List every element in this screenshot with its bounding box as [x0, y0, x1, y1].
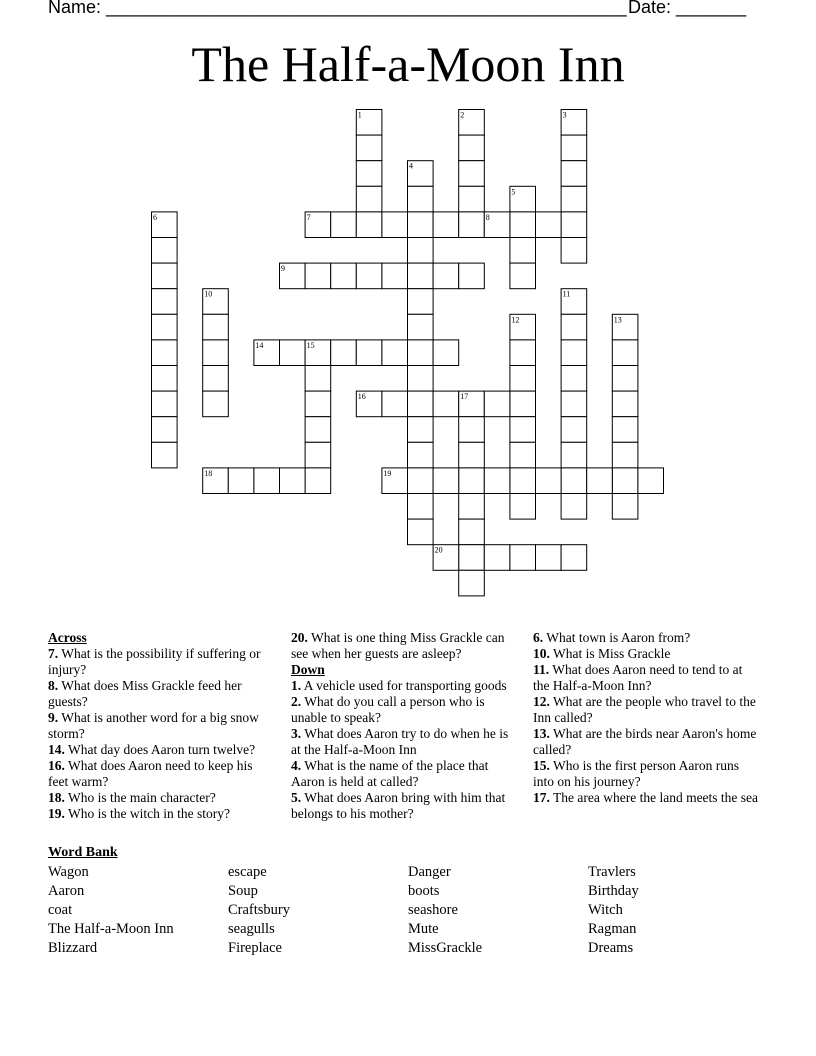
- grid-cell[interactable]: [305, 442, 331, 468]
- grid-cell[interactable]: [331, 340, 357, 366]
- grid-cell[interactable]: [433, 391, 459, 417]
- across-clue-7: 7. What is the possibility if suffering or injury?: [48, 646, 261, 677]
- grid-cell[interactable]: [408, 186, 434, 212]
- grid-cell[interactable]: [459, 417, 485, 443]
- across-clue-8: 8. What does Miss Grackle feed her guests?: [48, 678, 242, 709]
- grid-cell[interactable]: [382, 212, 408, 238]
- grid-cell[interactable]: [305, 391, 331, 417]
- clue-column-2: [291, 630, 513, 822]
- grid-cell[interactable]: [510, 442, 536, 468]
- word-bank-item: Wagon: [48, 864, 89, 880]
- grid-cell[interactable]: [459, 468, 485, 494]
- word-bank-column-3: [408, 863, 482, 958]
- grid-cell[interactable]: [305, 263, 331, 289]
- grid-cell[interactable]: [408, 519, 434, 545]
- grid-clue-number: 14: [255, 340, 264, 350]
- grid-cell[interactable]: [356, 135, 382, 161]
- grid-cell[interactable]: [152, 417, 178, 443]
- grid-cell[interactable]: [459, 545, 485, 571]
- grid-cell[interactable]: [561, 442, 587, 468]
- grid-cell[interactable]: [433, 468, 459, 494]
- grid-cell[interactable]: [280, 468, 306, 494]
- grid-clue-number: 12: [511, 315, 520, 325]
- word-bank-column-4: [588, 863, 639, 958]
- grid-cell[interactable]: [536, 468, 562, 494]
- grid-cell[interactable]: [510, 340, 536, 366]
- word-bank-item: coat: [48, 902, 73, 918]
- grid-cell[interactable]: [408, 340, 434, 366]
- grid-cell[interactable]: [561, 417, 587, 443]
- grid-cell[interactable]: [408, 391, 434, 417]
- grid-cell[interactable]: [356, 161, 382, 187]
- grid-cell[interactable]: [433, 212, 459, 238]
- grid-cell[interactable]: [459, 494, 485, 520]
- grid-cell[interactable]: [561, 340, 587, 366]
- grid-cell[interactable]: [382, 340, 408, 366]
- down-clue-15: 15. Who is the first person Aaron runs into on his journey?: [533, 758, 739, 789]
- grid-clue-number: 2: [460, 110, 465, 120]
- grid-cell[interactable]: [459, 570, 485, 596]
- grid-cell[interactable]: [459, 442, 485, 468]
- grid-cell[interactable]: [459, 519, 485, 545]
- grid-cell[interactable]: [152, 391, 178, 417]
- grid-cell[interactable]: [152, 442, 178, 468]
- word-bank-item: seashore: [408, 902, 458, 918]
- word-bank-item: Aaron: [48, 883, 85, 899]
- grid-clue-number: 13: [613, 315, 622, 325]
- grid-cell[interactable]: [305, 366, 331, 392]
- grid-cell[interactable]: [408, 212, 434, 238]
- grid-cell[interactable]: [408, 366, 434, 392]
- grid-cell[interactable]: [203, 314, 229, 340]
- grid-clue-number: 11: [562, 289, 571, 299]
- word-bank-item: seagulls: [228, 921, 275, 937]
- grid-cell[interactable]: [408, 263, 434, 289]
- across-heading: Across: [48, 630, 87, 645]
- grid-cell[interactable]: [561, 494, 587, 520]
- word-bank-item: Witch: [588, 902, 623, 918]
- word-bank-title: Word Bank: [48, 845, 118, 860]
- grid-clue-number: 19: [383, 468, 392, 478]
- grid-cell[interactable]: [433, 340, 459, 366]
- grid-cell[interactable]: [408, 289, 434, 315]
- down-clue-3: 3. What does Aaron try to do when he is at the Half-a-Moon Inn: [291, 726, 509, 757]
- grid-cell[interactable]: [638, 468, 664, 494]
- grid-cell[interactable]: [152, 263, 178, 289]
- grid-cell[interactable]: [561, 186, 587, 212]
- grid-cell[interactable]: [408, 417, 434, 443]
- grid-cell[interactable]: [484, 391, 510, 417]
- down-clue-2: 2. What do you call a person who is unable to speak?: [291, 694, 485, 725]
- grid-cell[interactable]: [382, 263, 408, 289]
- down-clue-5: 5. What does Aaron bring with him that belongs to his mother?: [291, 790, 506, 821]
- grid-cell[interactable]: [459, 135, 485, 161]
- down-clue-11: 11. What does Aaron need to tend to at the Half-a-Moon Inn?: [533, 662, 743, 693]
- grid-cell[interactable]: [612, 391, 638, 417]
- across-clue-16: 16. What does Aaron need to keep his feet warm?: [48, 758, 253, 789]
- grid-cell[interactable]: [331, 212, 357, 238]
- grid-cell[interactable]: [356, 340, 382, 366]
- grid-cell[interactable]: [510, 263, 536, 289]
- across-clue-19: 19. Who is the witch in the story?: [48, 806, 230, 821]
- word-bank-item: boots: [408, 883, 440, 899]
- grid-cell[interactable]: [459, 161, 485, 187]
- grid-cell[interactable]: [536, 212, 562, 238]
- word-bank-item: MissGrackle: [408, 940, 483, 956]
- down-clue-6: 6. What town is Aaron from?: [533, 630, 691, 645]
- grid-cell[interactable]: [561, 545, 587, 571]
- grid-cell[interactable]: [459, 186, 485, 212]
- down-clue-10: 10. What is Miss Grackle: [533, 646, 671, 661]
- grid-clue-number: 15: [306, 340, 315, 350]
- word-bank-column-2: [228, 863, 290, 958]
- down-clue-4: 4. What is the name of the place that Aaron is held at called?: [291, 758, 489, 789]
- grid-cell[interactable]: [484, 545, 510, 571]
- grid-cell[interactable]: [561, 135, 587, 161]
- grid-cell[interactable]: [203, 366, 229, 392]
- grid-cell[interactable]: [561, 314, 587, 340]
- across-clue-9: 9. What is another word for a big snow storm?: [48, 710, 259, 741]
- word-bank-item: Travlers: [588, 864, 636, 880]
- grid-cell[interactable]: [612, 468, 638, 494]
- word-bank-item: The Half-a-Moon Inn: [48, 921, 174, 937]
- grid-clue-number: 9: [281, 264, 285, 274]
- grid-cell[interactable]: [152, 314, 178, 340]
- grid-cell[interactable]: [356, 212, 382, 238]
- date-field-label: Date: _______: [628, 0, 747, 17]
- grid-cell[interactable]: [510, 366, 536, 392]
- grid-cell[interactable]: [510, 545, 536, 571]
- page-title: The Half-a-Moon Inn: [191, 36, 625, 92]
- word-bank-item: Dreams: [588, 940, 634, 956]
- grid-clue-number: 8: [485, 212, 490, 222]
- grid-cell[interactable]: [510, 468, 536, 494]
- grid-clue-number: 5: [511, 187, 516, 197]
- word-bank-item: Mute: [408, 921, 439, 937]
- down-heading: Down: [291, 662, 325, 677]
- clue-column-3: [533, 630, 761, 806]
- down-clue-13: 13. What are the birds near Aaron's home called?: [533, 726, 757, 757]
- grid-cell[interactable]: [203, 340, 229, 366]
- down-clue-1: 1. A vehicle used for transporting goods: [291, 678, 507, 693]
- grid-cell[interactable]: [561, 161, 587, 187]
- grid-cell[interactable]: [152, 289, 178, 315]
- grid-cell[interactable]: [305, 468, 331, 494]
- down-clue-12: 12. What are the people who travel to the Inn called?: [533, 694, 756, 725]
- word-bank-item: Craftsbury: [228, 902, 291, 918]
- grid-cell[interactable]: [356, 263, 382, 289]
- word-bank-item: Danger: [408, 864, 451, 880]
- grid-clue-number: 1: [357, 110, 362, 120]
- name-field-label: Name: ____________________________________________________: [48, 0, 627, 17]
- across-clue-14: 14. What day does Aaron turn twelve?: [48, 742, 256, 757]
- grid-cell[interactable]: [561, 212, 587, 238]
- grid-cell[interactable]: [408, 442, 434, 468]
- grid-cell[interactable]: [203, 391, 229, 417]
- grid-cell[interactable]: [459, 212, 485, 238]
- grid-cell[interactable]: [305, 417, 331, 443]
- across-clue-20: 20. What is one thing Miss Grackle can see when her guests are asleep?: [291, 630, 505, 661]
- grid-cell[interactable]: [228, 468, 254, 494]
- word-bank-item: Fireplace: [228, 940, 282, 956]
- grid-cell[interactable]: [484, 468, 510, 494]
- across-clue-18: 18. Who is the main character?: [48, 790, 216, 805]
- grid-cell[interactable]: [152, 340, 178, 366]
- grid-cell[interactable]: [152, 366, 178, 392]
- grid-cell[interactable]: [510, 494, 536, 520]
- grid-clue-number: 6: [153, 212, 157, 222]
- grid-cell[interactable]: [612, 442, 638, 468]
- down-clue-17: 17. The area where the land meets the sea: [533, 790, 759, 805]
- grid-cell[interactable]: [382, 391, 408, 417]
- grid-cell[interactable]: [587, 468, 613, 494]
- grid-cell[interactable]: [152, 238, 178, 264]
- grid-cell[interactable]: [561, 238, 587, 264]
- grid-cell[interactable]: [254, 468, 280, 494]
- grid-clue-number: 10: [204, 289, 213, 299]
- grid-cell[interactable]: [331, 263, 357, 289]
- grid-cell[interactable]: [510, 238, 536, 264]
- grid-cell[interactable]: [561, 468, 587, 494]
- grid-cell[interactable]: [510, 417, 536, 443]
- grid-clue-number: 17: [460, 392, 469, 402]
- word-bank-item: escape: [228, 864, 267, 880]
- grid-clue-number: 18: [204, 468, 213, 478]
- grid-cell[interactable]: [612, 366, 638, 392]
- grid-cell[interactable]: [612, 494, 638, 520]
- grid-clue-number: 16: [357, 392, 366, 402]
- grid-clue-number: 3: [562, 110, 567, 120]
- grid-clue-number: 7: [306, 212, 311, 222]
- word-bank-column-1: [48, 863, 174, 958]
- grid-cell[interactable]: [356, 186, 382, 212]
- grid-cell[interactable]: [612, 340, 638, 366]
- grid-cell[interactable]: [459, 263, 485, 289]
- grid-cell[interactable]: [510, 391, 536, 417]
- grid-cell[interactable]: [408, 314, 434, 340]
- grid-cell[interactable]: [561, 366, 587, 392]
- clue-column-1: [48, 630, 270, 822]
- grid-clue-number: 4: [409, 161, 413, 171]
- grid-cell[interactable]: [561, 391, 587, 417]
- grid-cell[interactable]: [280, 340, 306, 366]
- word-bank-item: Birthday: [588, 883, 639, 899]
- grid-clue-number: 20: [434, 545, 443, 555]
- grid-cell[interactable]: [408, 494, 434, 520]
- word-bank-item: Ragman: [588, 921, 637, 937]
- grid-cell[interactable]: [408, 238, 434, 264]
- grid-cell[interactable]: [433, 263, 459, 289]
- word-bank-item: Soup: [228, 883, 258, 899]
- grid-cell[interactable]: [612, 417, 638, 443]
- word-bank-item: Blizzard: [48, 940, 98, 956]
- grid-cell[interactable]: [536, 545, 562, 571]
- grid-cell[interactable]: [510, 212, 536, 238]
- grid-cell[interactable]: [408, 468, 434, 494]
